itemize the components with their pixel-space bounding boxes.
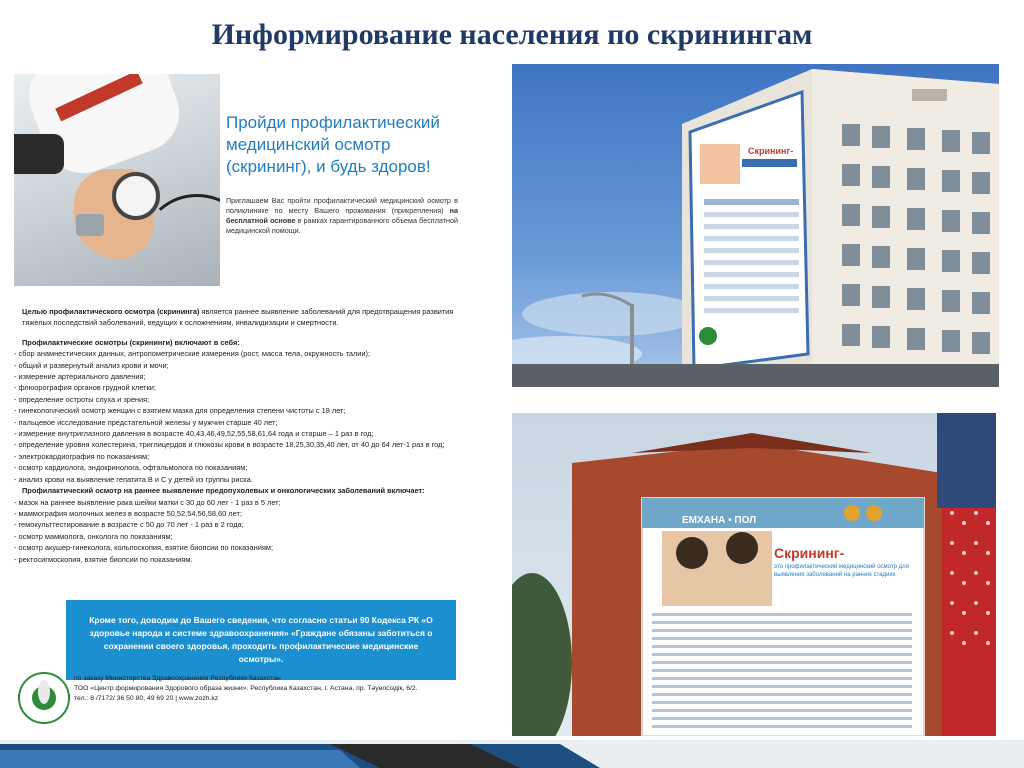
slide-decor-bar xyxy=(0,740,1024,768)
list-item: - определение уровня холестерина, триглицердов и глюкозы крови в возрасте 18,25,30,35,40 лет, от 40 до 64 лет-1 раз в год; xyxy=(14,440,445,450)
building-banner-photo xyxy=(512,64,999,387)
poster-invite-text: Приглашаем Вас пройти профилактический медицинский осмотр в поликлинике по месту Вашего проживания (прикрепления) на бесплатной основе в рамках гарантированного объема бесплатной медицинской помощи. xyxy=(226,196,459,235)
list-item: - маммография молочных желез в возрасте 50,52,54,56,58,60 лет; xyxy=(14,508,242,518)
building-illustration xyxy=(512,64,999,387)
clinic-illustration xyxy=(512,413,996,736)
onco-list xyxy=(14,497,466,565)
list-item: - определение остроты слуха и зрения; xyxy=(14,394,150,404)
list-item: - ректосигмоскопия, взятие биопсии по показаниям. xyxy=(14,554,193,564)
list-item: - сбор анамнестических данных, антропометрические измерения (рост, масса тела, окружность талии); xyxy=(14,349,371,359)
law-notice-box: Кроме того, доводим до Вашего сведения, что согласно статьи 90 Кодекса РК «О здоровье народа и системе здравоохранения» «Граждане обязаны заботиться о сохранении своего здоровья, проходить профилактические медицинские осмотры». xyxy=(66,600,456,680)
health-center-logo-icon xyxy=(18,672,70,724)
poster-body xyxy=(14,306,466,565)
doctor-blood-pressure-photo xyxy=(14,74,220,286)
goal-paragraph: Целью профилактического осмотра (скрининга) является раннее выявление заболеваний для предотвращения развития тяжелых последствий заболеваний, ведущих к осложнениям, инвалидизации и смертности. xyxy=(22,307,454,328)
list-item: - измерение внутриглазного давления в возрасте 40,43,46,49,52,55,58,61,64 года и старше – 1 раз в год; xyxy=(14,429,374,439)
billboard-subtitle: это профилактический медицинский осмотр для выявления заболеваний на ранних стадиях xyxy=(774,564,909,578)
banner-title-text: Скрининг- xyxy=(748,146,794,156)
list-item: - анализ крови на выявление гепатита В и С у детей из группы риска. xyxy=(14,474,253,484)
list-item: - осмотр кардиолога, эндокринолога, офтальмолога по показаниям; xyxy=(14,463,248,473)
list-item: - осмотр акушер-гинеколога, кольпоскопия, взятие биопсии по показаниям; xyxy=(14,543,274,553)
billboard-top-text: ЕМХАНА • ПОЛ xyxy=(682,515,757,526)
list-item: - электрокардиография по показаниям; xyxy=(14,451,150,461)
list-item: - пальцевое исследование предстательной железы у мужчин старше 40 лет; xyxy=(14,417,278,427)
slide-title: Информирование населения по скринингам xyxy=(211,18,813,51)
list-item: - осмотр маммолога, онколога по показаниям; xyxy=(14,531,173,541)
includes-list xyxy=(14,348,466,485)
poster-headline: Пройди профилактический медицинский осмотр (скрининг), и будь здоров! xyxy=(226,113,440,176)
billboard-title: Скрининг- xyxy=(774,545,845,561)
clinic-billboard-photo xyxy=(512,413,996,736)
includes-heading: Профилактические осмотры (скрининги) включают в себя: xyxy=(22,337,240,347)
screening-poster xyxy=(14,74,466,724)
list-item: - мазок на раннее выявление рака шейки матки с 30 до 60 лет - 1 раз в 5 лет; xyxy=(14,497,281,507)
onco-heading: Профилактический осмотр на раннее выявление предопухолевых и онкологических заболеваний включает: xyxy=(22,486,425,496)
list-item: - измерение артериального давления; xyxy=(14,372,146,382)
tonometer-gauge xyxy=(112,172,160,220)
poster-footer: по заказу Министерства Здравоохранения Республики Казахстан ТОО «Центр формирования Здорового образа жизни». Республика Казахстан, г. Астана, пр. Тәуелсіздік, 6/2. тел.: 8 /7172/ 36 50 80, 49 69 20 | www.zozh.kz xyxy=(74,675,418,702)
list-item: - гемокульттестирование в возрасте с 50 до 70 лет - 1 раз в 2 года; xyxy=(14,520,244,530)
list-item: - общий и развернутый анализ крови и мочи; xyxy=(14,360,169,370)
list-item: - флюорография органов грудной клетки; xyxy=(14,383,156,393)
list-item: - гинекологический осмотр женщин с взятием мазка для определения степени чистоты с 18 лет; xyxy=(14,406,346,416)
